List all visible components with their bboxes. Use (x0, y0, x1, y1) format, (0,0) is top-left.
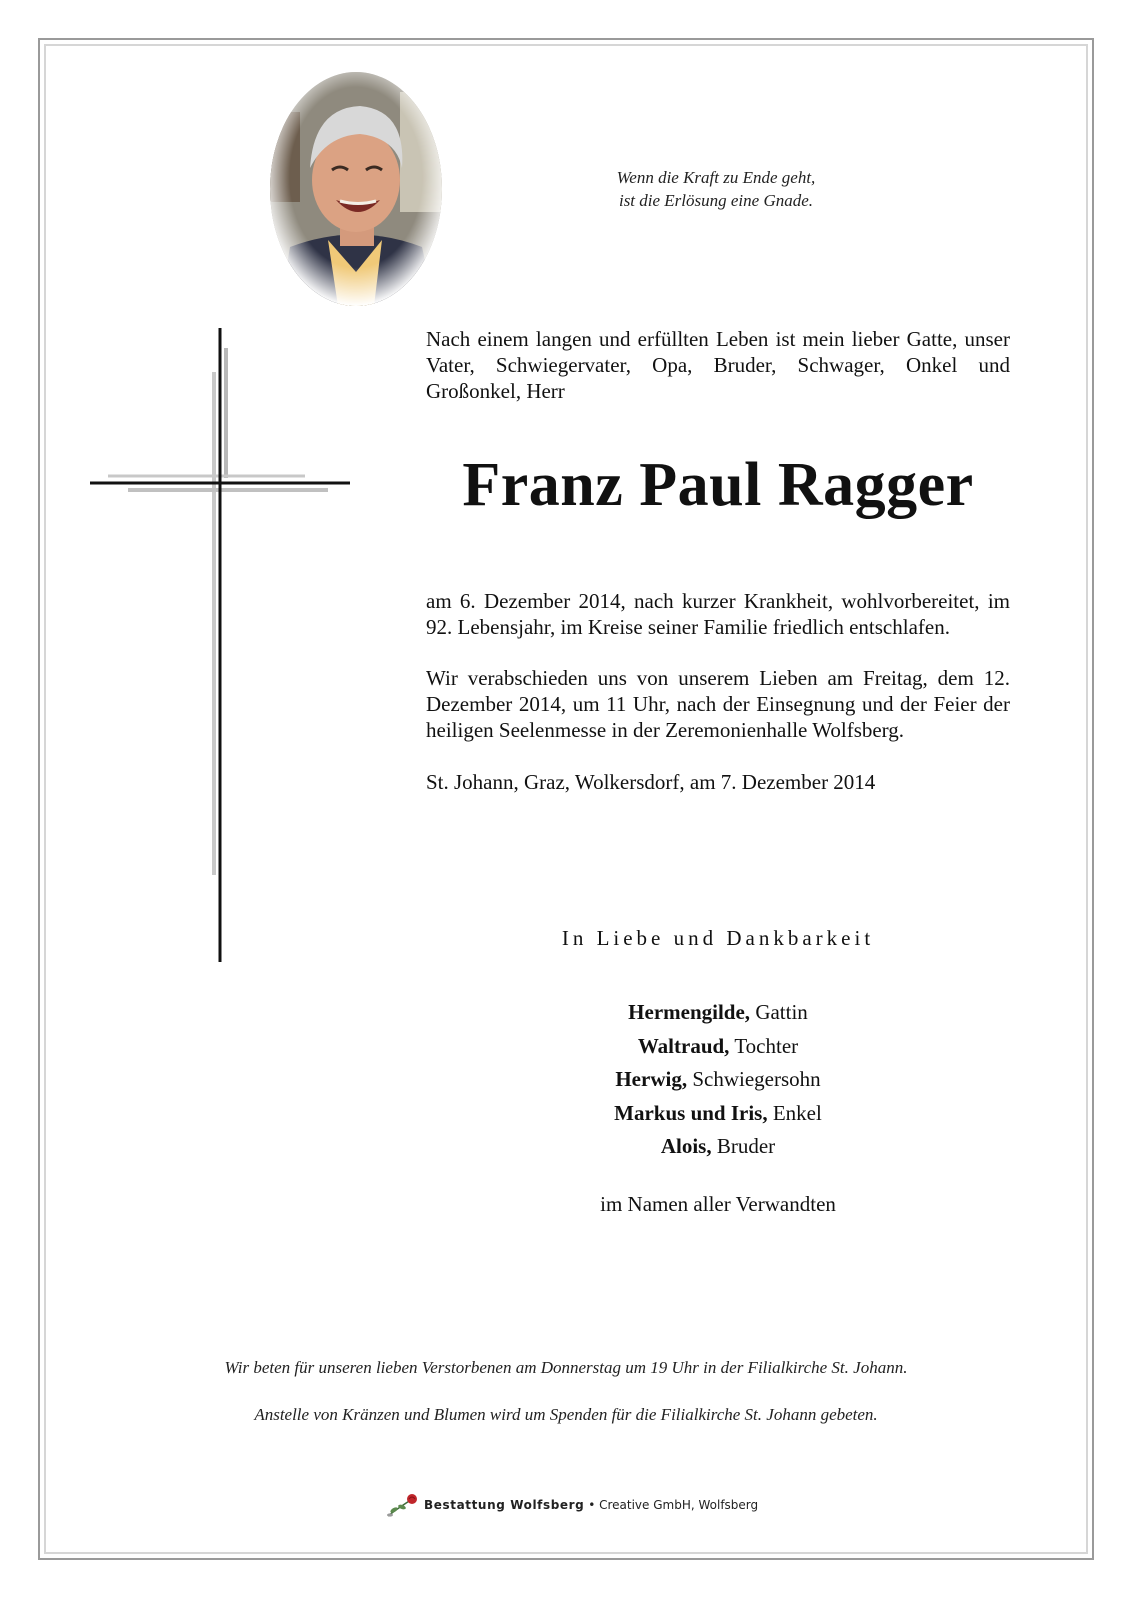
mourner-entry (426, 1097, 1010, 1131)
cross-icon (0, 0, 400, 1000)
footer (384, 1492, 784, 1520)
motto-quote (560, 166, 872, 212)
relatives-line: im Namen aller Verwandten (600, 1192, 836, 1216)
intro-text: Nach einem langen und erfüllten Leben ist mein lieber Gatte, unser Vater, Schwiegervater, Opa, Bruder, Schwager, Onkel und Großonkel, Herr (426, 327, 1010, 403)
place-date: St. Johann, Graz, Wolkersdorf, am 7. Dezember 2014 (426, 770, 876, 794)
mourner-entry (426, 1130, 1010, 1164)
prayer-note: Wir beten für unseren lieben Verstorbenen am Donnerstag um 19 Uhr in der Filialkirche St. Johann. (224, 1358, 908, 1377)
mourners-list (426, 996, 1010, 1164)
mourner-relation: Schwiegersohn (692, 1067, 821, 1091)
mourner-name: Hermengilde, (628, 1000, 751, 1024)
mourner-name: Waltraud, (637, 1033, 730, 1058)
closing-phrase: In Liebe und Dankbarkeit (561, 926, 875, 950)
footer-separator: • (588, 1498, 596, 1512)
rose-logo-icon (384, 1492, 420, 1520)
mourner-entry (426, 996, 1010, 1030)
mourner-entry (426, 1030, 1010, 1064)
mourner-name: Alois, (660, 1134, 712, 1158)
donation-note: Anstelle von Kränzen und Blumen wird um Spenden für die Filialkirche St. Johann gebeten. (254, 1405, 878, 1424)
footer-credit (424, 1498, 758, 1512)
motto-line-1: Wenn die Kraft zu Ende geht, (616, 168, 816, 187)
footer-agency: Creative GmbH, Wolfsberg (599, 1498, 759, 1512)
mourner-relation: Enkel (772, 1100, 822, 1125)
motto-line-2: ist die Erlösung eine Gnade. (618, 191, 814, 210)
mourner-relation: Gattin (755, 1000, 808, 1024)
mourner-name: Markus und Iris, (614, 1100, 768, 1125)
mourner-relation: Tochter (734, 1033, 799, 1058)
mourner-name: Herwig, (615, 1067, 688, 1091)
footer-company: Bestattung Wolfsberg (424, 1498, 585, 1512)
mourner-relation: Bruder (716, 1134, 776, 1158)
mourner-entry (426, 1063, 1010, 1097)
farewell-paragraph: Wir verabschieden uns von unserem Lieben am Freitag, dem 12. Dezember 2014, um 11 Uhr, nach der Einsegnung und der Feier der heiligen Seelenmesse in der Zeremonienhalle Wolfsberg. (426, 666, 1010, 742)
deceased-name: Franz Paul Ragger (462, 451, 974, 519)
death-paragraph: am 6. Dezember 2014, nach kurzer Krankheit, wohlvorbereitet, im 92. Lebensjahr, im Kreise seiner Familie friedlich entschlafen. (426, 589, 1010, 639)
